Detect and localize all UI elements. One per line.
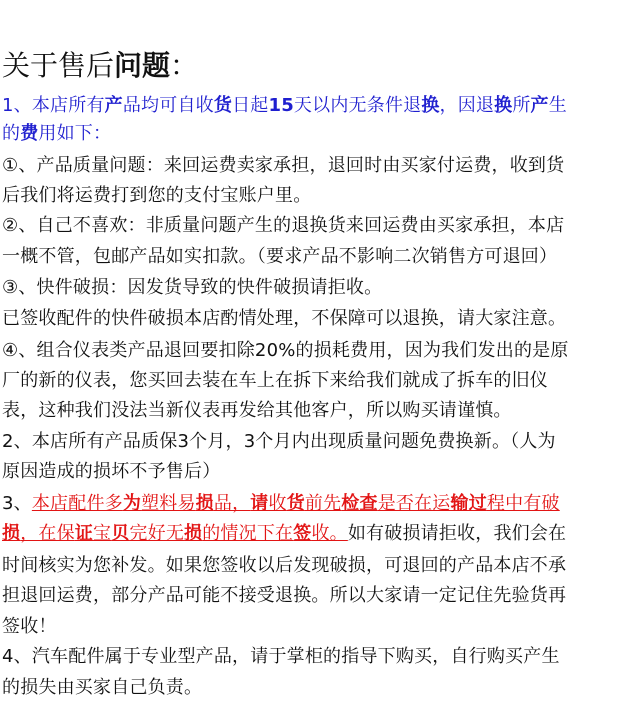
text-line [2, 212, 564, 240]
text-segment: 1、本店所有 [2, 95, 105, 116]
text-segment: 厂的新的仪表，您买回去装在车上在拆下来给我们就成了拆车的旧仪 [2, 370, 548, 391]
text-segment: 所 [512, 95, 531, 116]
text-segment: 时间核实为您补发。如果您签收以后发现破损，可退回的产品本店不承 [2, 555, 567, 576]
text-segment: 损 [195, 493, 214, 514]
text-segment: 担退回运费，部分产品可能不接受退换。所以大家请一定记住先验货再 [2, 585, 567, 606]
text-segment: 2、本店所有产品质保3个月，3个月内出现质量问题免费换新。（人为 [2, 431, 556, 452]
text-segment: 后我们将运费打到您的支付宝账户里。 [2, 185, 312, 206]
text-line [2, 182, 311, 210]
text-segment: 品均可自收 [122, 95, 214, 116]
text-line [2, 305, 566, 333]
text-segment: ，在保 [20, 523, 75, 544]
text-segment: ③、快件破损：因发货导致的快件破损请拒收。 [2, 277, 383, 298]
text-line [2, 397, 512, 425]
text-segment: 证 [74, 523, 94, 544]
text-line [2, 152, 564, 180]
text-segment: 原因造成的损坏不予售后） [2, 461, 221, 482]
text-segment: 的损失由买家自己负责。 [2, 677, 203, 698]
text-line [2, 582, 566, 610]
text-segment: 货 [286, 493, 305, 514]
text-segment: 费 [20, 123, 39, 144]
title-colon: ： [170, 49, 199, 82]
text-segment: 检查 [341, 493, 378, 514]
text-segment: 损 [2, 523, 21, 544]
text-segment: 程中有破 [486, 493, 560, 514]
text-line [2, 367, 548, 395]
text-segment: 贝 [111, 523, 130, 544]
text-segment: 换 [421, 95, 440, 116]
text-segment: 收 [268, 493, 287, 514]
text-segment: 货 [213, 95, 233, 116]
text-line [2, 120, 111, 148]
text-segment: ②、自己不喜欢：非质量问题产生的退换货来回运费由买家承担，本店 [2, 215, 565, 236]
text-line [2, 337, 569, 365]
text-segment: 如有破损请拒收，我们会在 [347, 523, 567, 544]
text-segment: 产 [104, 95, 123, 116]
text-segment: 品， [213, 493, 251, 514]
text-segment: 天以内无条件退 [293, 95, 422, 116]
text-segment: 4、汽车配件属于专业型产品，请于掌柜的指导下购买，自行购买产生 [2, 646, 560, 667]
text-segment: 塑料易 [141, 493, 196, 514]
text-line [2, 674, 202, 702]
text-segment: 输过 [450, 493, 487, 514]
text-segment: 换 [494, 95, 513, 116]
page-title [2, 48, 198, 84]
text-segment: 是否在运 [377, 493, 451, 514]
text-segment: ④、组合仪表类产品退回要扣除20%的损耗费用，因为我们发出的是原 [2, 340, 569, 361]
text-segment: 表，这种我们没法当新仪表再发给其他客户，所以购买请谨慎。 [2, 400, 512, 421]
text-segment: 前先 [304, 493, 342, 514]
text-segment: 签 [293, 523, 312, 544]
text-line [2, 243, 557, 271]
title-bold-text: 问题 [114, 49, 171, 82]
text-line [2, 92, 567, 120]
text-segment: 的 [2, 123, 21, 144]
title-text: 关于售后 [2, 49, 115, 82]
text-segment: 本店配件多 [31, 493, 123, 514]
text-segment: 已签收配件的快件破损本店酌情处理，不保障可以退换，请大家注意。 [2, 308, 567, 329]
text-line [2, 643, 560, 671]
text-segment: 3、 [2, 493, 32, 514]
text-segment: 产 [530, 95, 549, 116]
text-segment: 一概不管，包邮产品如实扣款。（要求产品不影响二次销售方可退回） [2, 246, 558, 267]
text-segment: 生 [548, 95, 567, 116]
text-segment: 损 [184, 523, 203, 544]
text-segment: 用如下： [38, 123, 112, 144]
text-segment: ，因退 [439, 95, 495, 116]
text-segment: 为 [122, 493, 142, 514]
text-line [2, 274, 382, 302]
text-segment: 日起 [232, 95, 269, 116]
text-segment: 的情况下在 [202, 523, 294, 544]
text-segment: 完好无 [129, 523, 185, 544]
text-segment: ①、产品质量问题：来回运费卖家承担，退回时由买家付运费，收到货 [2, 155, 565, 176]
text-segment: 15 [268, 95, 294, 116]
text-segment: 请 [250, 493, 269, 514]
text-line [2, 552, 566, 580]
text-segment: 签收！ [2, 616, 57, 637]
text-line [2, 613, 57, 641]
text-line [2, 490, 560, 518]
text-line [2, 428, 556, 456]
text-line [2, 520, 566, 548]
text-line [2, 458, 220, 486]
text-segment: 宝 [93, 523, 112, 544]
text-segment: 收。 [311, 523, 348, 544]
